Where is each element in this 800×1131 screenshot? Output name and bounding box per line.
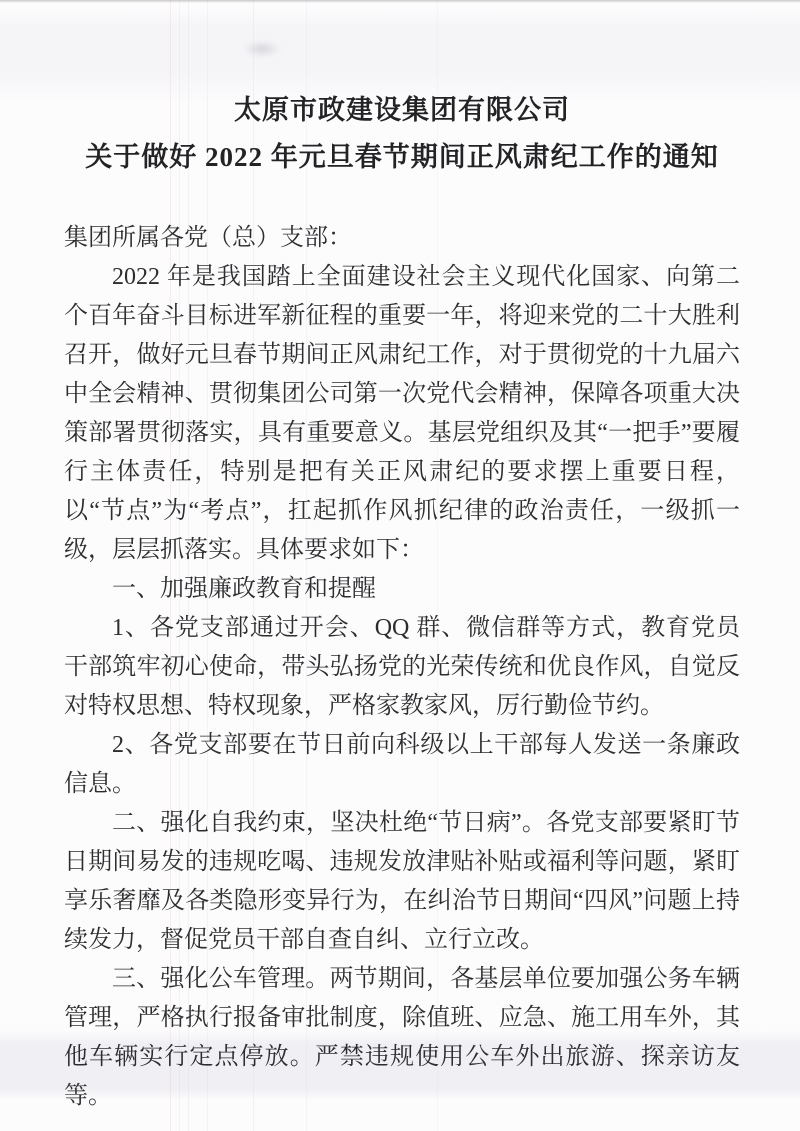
section-2-paragraph: 二、强化自我约束，坚决杜绝“节日病”。各党支部要紧盯节日期间易发的违规吃喝、违规发放津贴补贴或福利等问题，紧盯享乐奢靡及各类隐形变异行为，在纠治节日期间“四风”问题上持续发力，督促党员干部自查自纠、立行立改。 <box>64 810 740 953</box>
section-1-item-1: 1、各党支部通过开会、QQ 群、微信群等方式，教育党员干部筑牢初心使命，带头弘扬党的光荣传统和优良作风，自觉反对特权思想、特权现象，严格家教家风，厉行勤俭节约。 <box>64 615 740 719</box>
section-1-heading: 一、加强廉政教育和提醒 <box>112 576 376 602</box>
intro-paragraph: 2022 年是我国踏上全面建设社会主义现代化国家、向第二个百年奋斗目标进军新征程的重要一年，将迎来党的二十大胜利召开，做好元旦春节期间正风肃纪工作，对于贯彻党的十九届六中全会精神、贯彻集团公司第一次党代会精神，保障各项重大决策部署贯彻落实，具有重要意义。基层党组织及其“一把手”要履行主体责任，特别是把有关正风肃纪的要求摆上重要日程，以“节点”为“考点”，扛起抓作风抓纪律的政治责任，一级抓一级，层层抓落实。具体要求如下： <box>64 264 740 563</box>
salutation: 集团所属各党（总）支部： <box>64 225 352 251</box>
document-body <box>64 94 740 1116</box>
section-1-item-2: 2、各党支部要在节日前向科级以上干部每人发送一条廉政信息。 <box>64 732 740 797</box>
document-title-company: 太原市政建设集团有限公司 <box>234 95 570 125</box>
section-3-paragraph: 三、强化公车管理。两节期间，各基层单位要加强公务车辆管理，严格执行报备审批制度，除值班、应急、施工用车外，其他车辆实行定点停放。严禁违规使用公车外出旅游、探亲访友等。 <box>64 966 740 1109</box>
document-title-subject: 关于做好 2022 年元旦春节期间正风肃纪工作的通知 <box>85 142 719 172</box>
scan-smudge <box>243 41 281 57</box>
